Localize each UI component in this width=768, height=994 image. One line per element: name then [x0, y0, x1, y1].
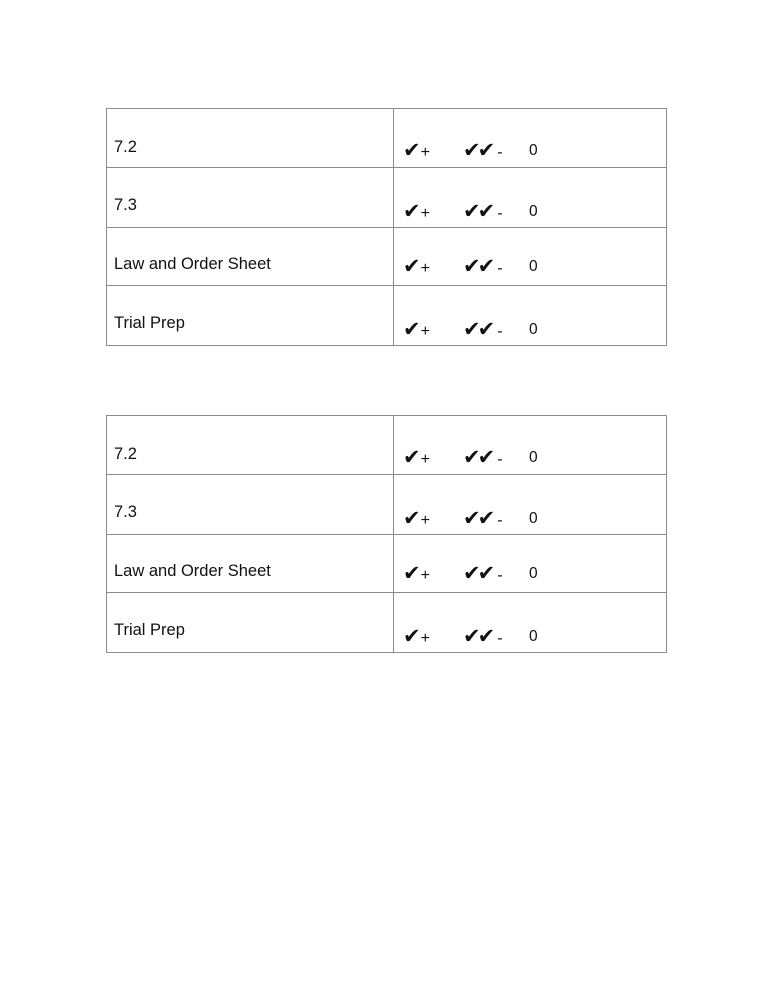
- check-plus-mark: ✔+: [403, 255, 430, 278]
- double-check-minus-mark: ✔✔ -: [463, 446, 503, 469]
- check-icon: ✔: [403, 255, 421, 278]
- assignment-label: 7.2: [114, 138, 137, 156]
- zero-mark: 0: [529, 258, 538, 275]
- double-check-minus-mark: ✔✔ -: [463, 255, 503, 278]
- zero-mark: 0: [529, 321, 538, 338]
- table-row: [107, 286, 667, 346]
- double-check-minus-mark: ✔✔ -: [463, 507, 503, 530]
- zero-mark: 0: [529, 449, 538, 466]
- score-cell: [394, 593, 667, 653]
- score-cell: [394, 535, 667, 593]
- table-row: [107, 593, 667, 653]
- assignment-label-cell: [107, 228, 394, 286]
- table-row: [107, 416, 667, 475]
- assignment-label: 7.3: [114, 503, 137, 521]
- double-check-icon: ✔✔: [463, 507, 493, 530]
- table-row: [107, 475, 667, 535]
- score-cell: [394, 109, 667, 168]
- check-plus-mark: ✔+: [403, 625, 430, 648]
- score-cell: [394, 416, 667, 475]
- double-check-minus-mark: ✔✔ -: [463, 200, 503, 223]
- check-icon: ✔: [403, 562, 421, 585]
- check-plus-mark: ✔+: [403, 139, 430, 162]
- zero-mark: 0: [529, 510, 538, 527]
- assignment-label-cell: [107, 475, 394, 535]
- zero-mark: 0: [529, 565, 538, 582]
- check-icon: ✔: [403, 139, 421, 162]
- score-cell: [394, 168, 667, 228]
- assignment-label: Trial Prep: [114, 621, 185, 639]
- zero-mark: 0: [529, 628, 538, 645]
- check-icon: ✔: [403, 507, 421, 530]
- assignment-label-cell: [107, 416, 394, 475]
- assignment-label: 7.3: [114, 196, 137, 214]
- double-check-minus-mark: ✔✔ -: [463, 562, 503, 585]
- double-check-icon: ✔✔: [463, 139, 493, 162]
- check-icon: ✔: [403, 625, 421, 648]
- double-check-icon: ✔✔: [463, 200, 493, 223]
- table-row: [107, 535, 667, 593]
- check-plus-mark: ✔+: [403, 200, 430, 223]
- assignment-label-cell: [107, 109, 394, 168]
- grading-table-1: [106, 108, 667, 346]
- zero-mark: 0: [529, 142, 538, 159]
- double-check-icon: ✔✔: [463, 562, 493, 585]
- assignment-label: Law and Order Sheet: [114, 562, 271, 580]
- assignment-label-cell: [107, 168, 394, 228]
- score-cell: [394, 475, 667, 535]
- assignment-label: Trial Prep: [114, 314, 185, 332]
- score-cell: [394, 228, 667, 286]
- score-cell: [394, 286, 667, 346]
- check-plus-mark: ✔+: [403, 318, 430, 341]
- double-check-minus-mark: ✔✔ -: [463, 625, 503, 648]
- grading-table-2: [106, 415, 667, 653]
- assignment-label: Law and Order Sheet: [114, 255, 271, 273]
- check-icon: ✔: [403, 200, 421, 223]
- table-row: [107, 228, 667, 286]
- check-plus-mark: ✔+: [403, 446, 430, 469]
- double-check-icon: ✔✔: [463, 255, 493, 278]
- assignment-label-cell: [107, 535, 394, 593]
- check-icon: ✔: [403, 318, 421, 341]
- double-check-icon: ✔✔: [463, 625, 493, 648]
- check-plus-mark: ✔+: [403, 562, 430, 585]
- zero-mark: 0: [529, 203, 538, 220]
- table-row: [107, 168, 667, 228]
- assignment-label-cell: [107, 286, 394, 346]
- assignment-label: 7.2: [114, 445, 137, 463]
- double-check-icon: ✔✔: [463, 446, 493, 469]
- double-check-minus-mark: ✔✔ -: [463, 139, 503, 162]
- check-icon: ✔: [403, 446, 421, 469]
- double-check-minus-mark: ✔✔ -: [463, 318, 503, 341]
- assignment-label-cell: [107, 593, 394, 653]
- check-plus-mark: ✔+: [403, 507, 430, 530]
- table-row: [107, 109, 667, 168]
- double-check-icon: ✔✔: [463, 318, 493, 341]
